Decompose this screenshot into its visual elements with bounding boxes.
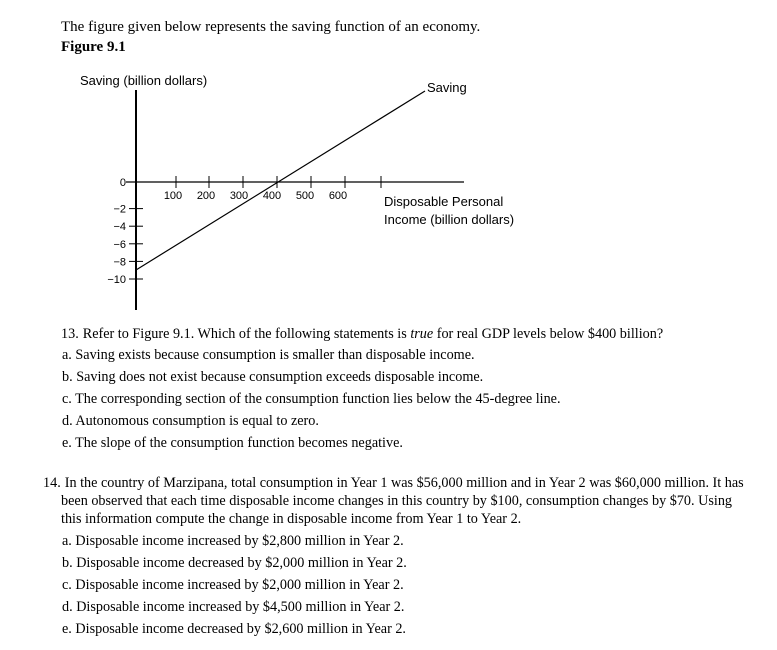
question-14	[43, 474, 751, 638]
question-13-stem-part1: Refer to Figure 9.1. Which of the following statements is	[82, 326, 411, 342]
saving-function-chart	[0, 60, 777, 320]
x-axis-label-line2: Income (billion dollars)	[384, 212, 515, 227]
y-tick-label: −6	[113, 238, 126, 251]
question-13-option-a[interactable]: a. Saving exists because consumption is smaller than disposable income.	[62, 347, 475, 363]
x-tick-label: 600	[328, 190, 348, 202]
intro-text: The figure given below represents the saving function of an economy.	[61, 19, 481, 35]
y-tick-label: −10	[107, 274, 126, 286]
x-tick-label: 400	[262, 190, 282, 202]
y-tick-label: 0	[119, 177, 126, 189]
x-tick-label: 300	[229, 190, 249, 202]
question-14-stem	[43, 474, 751, 528]
question-13-stem-emphasis: true	[410, 326, 434, 342]
y-tick-label: −2	[113, 203, 126, 216]
question-14-option-a[interactable]: a. Disposable income increased by $2,800 million in Year 2.	[62, 533, 404, 549]
question-14-option-b[interactable]: b. Disposable income decreased by $2,000 million in Year 2.	[62, 555, 407, 571]
y-tick-label: −8	[113, 256, 126, 269]
question-13-number: 13.	[61, 326, 79, 342]
question-14-number: 14.	[43, 475, 61, 491]
series-label-saving: Saving	[427, 80, 467, 95]
question-13-option-b[interactable]: b. Saving does not exist because consumption exceeds disposable income.	[62, 369, 484, 385]
question-14-option-d[interactable]: d. Disposable income increased by $4,500 million in Year 2.	[62, 599, 405, 615]
figure-label: Figure 9.1	[61, 39, 126, 55]
x-tick-label: 100	[163, 190, 183, 202]
x-tick-label: 200	[196, 190, 216, 202]
question-13	[61, 325, 751, 452]
question-13-option-e[interactable]: e. The slope of the consumption function becomes negative.	[62, 435, 403, 451]
question-13-stem-part2: for real GDP levels below $400 billion?	[433, 326, 664, 342]
y-tick-label: −4	[113, 221, 126, 234]
question-14-stem-text: In the country of Marzipana, total consumption in Year 1 was $56,000 million and in Year 2 was $60,000 million. It has been observed that each time disposable income changes in this country by $100, consumption changes by $70. Using this information compute the change in disposable income from Year 1 to Year 2.	[61, 475, 744, 527]
x-tick-label: 500	[295, 190, 315, 202]
question-13-option-c[interactable]: c. The corresponding section of the consumption function lies below the 45-degree line.	[62, 391, 561, 407]
saving-line	[136, 91, 425, 270]
question-13-stem	[61, 325, 751, 343]
question-14-option-c[interactable]: c. Disposable income increased by $2,000 million in Year 2.	[62, 577, 404, 593]
question-14-option-e[interactable]: e. Disposable income decreased by $2,600 million in Year 2.	[62, 621, 406, 637]
question-13-option-d[interactable]: d. Autonomous consumption is equal to zero.	[62, 413, 319, 429]
x-axis-label-line1: Disposable Personal	[384, 194, 504, 209]
y-axis-label: Saving (billion dollars)	[80, 73, 208, 88]
